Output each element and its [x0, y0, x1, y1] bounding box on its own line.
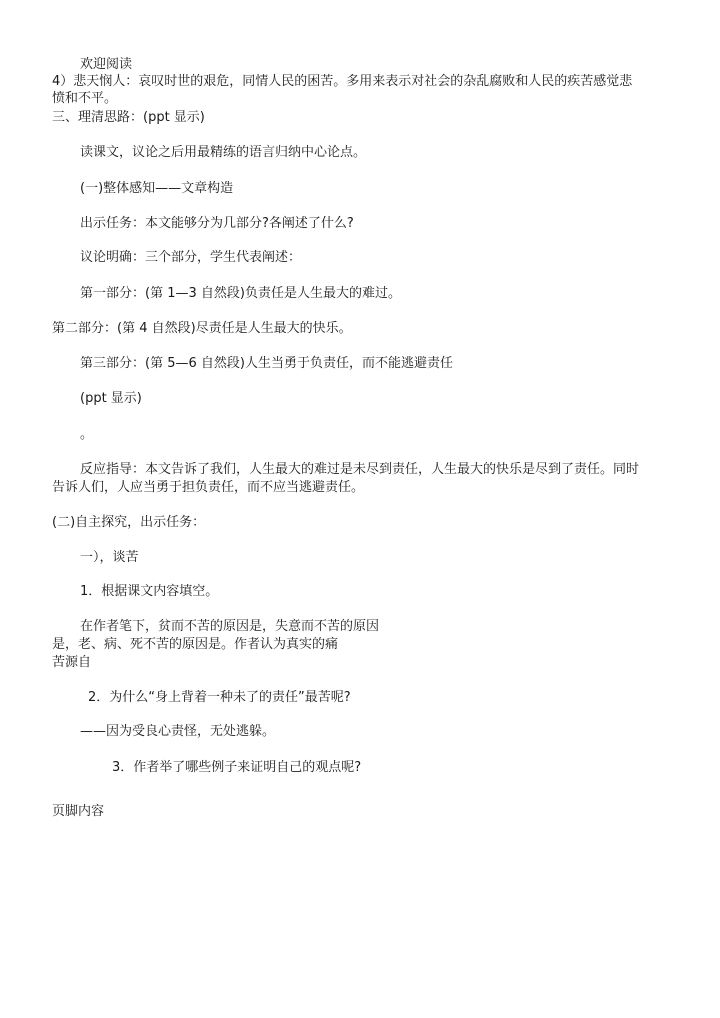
- paragraph-line: ——因为受良心责怪，无处逃躲。: [80, 724, 276, 739]
- paragraph-line: 愤和不平。: [52, 91, 118, 106]
- paragraph-line: 第三部分：(第 5—6 自然段)人生当勇于负责任，而不能逃避责任: [80, 356, 453, 371]
- paragraph-line: 议论明确：三个部分，学生代表阐述：: [80, 250, 302, 265]
- paragraph-line: 出示任务：本文能够分为几部分?各阐述了什么?: [80, 216, 354, 231]
- paragraph-line: (ppt 显示): [80, 391, 142, 406]
- paragraph-line: 第一部分：(第 1—3 自然段)负责任是人生最大的难过。: [80, 286, 401, 301]
- paragraph-line: 在作者笔下，贫而不苦的原因是，失意而不苦的原因: [80, 619, 380, 634]
- paragraph-line: 。: [80, 427, 94, 442]
- subsection-heading: (一)整体感知——文章构造: [80, 181, 234, 196]
- paragraph-line: 1．根据课文内容填空。: [80, 584, 219, 599]
- subsection-heading: (二)自主探究，出示任务：: [52, 515, 206, 530]
- paragraph-line: 告诉人们，人应当勇于担负责任，而不应当逃避责任。: [52, 480, 365, 495]
- paragraph-line: 3．作者举了哪些例子来证明自己的观点呢?: [112, 760, 362, 775]
- paragraph-line: 4）悲天悯人：哀叹时世的艰危，同情人民的困苦。多用来表示对社会的杂乱腐败和人民的疾苦感觉悲: [52, 74, 633, 89]
- paragraph-line: 是，老、病、死不苦的原因是。作者认为真实的痛: [52, 637, 339, 652]
- page-header: 欢迎阅读: [80, 57, 133, 72]
- page-footer: 页脚内容: [52, 804, 105, 819]
- paragraph-line: 第二部分：(第 4 自然段)尽责任是人生最大的快乐。: [52, 321, 352, 336]
- paragraph-line: 反应指导：本文告诉了我们，人生最大的难过是未尽到责任，人生最大的快乐是尽到了责任。同时: [80, 462, 640, 477]
- paragraph-line: 读课文，议论之后用最精练的语言归纳中心论点。: [80, 145, 367, 160]
- paragraph-line: 一），谈苦: [80, 550, 139, 565]
- paragraph-line: 苦源自: [52, 655, 92, 670]
- section-heading: 三、理清思路：(ppt 显示): [52, 110, 205, 125]
- paragraph-line: 2．为什么“身上背着一种未了的责任”最苦呢?: [88, 690, 351, 705]
